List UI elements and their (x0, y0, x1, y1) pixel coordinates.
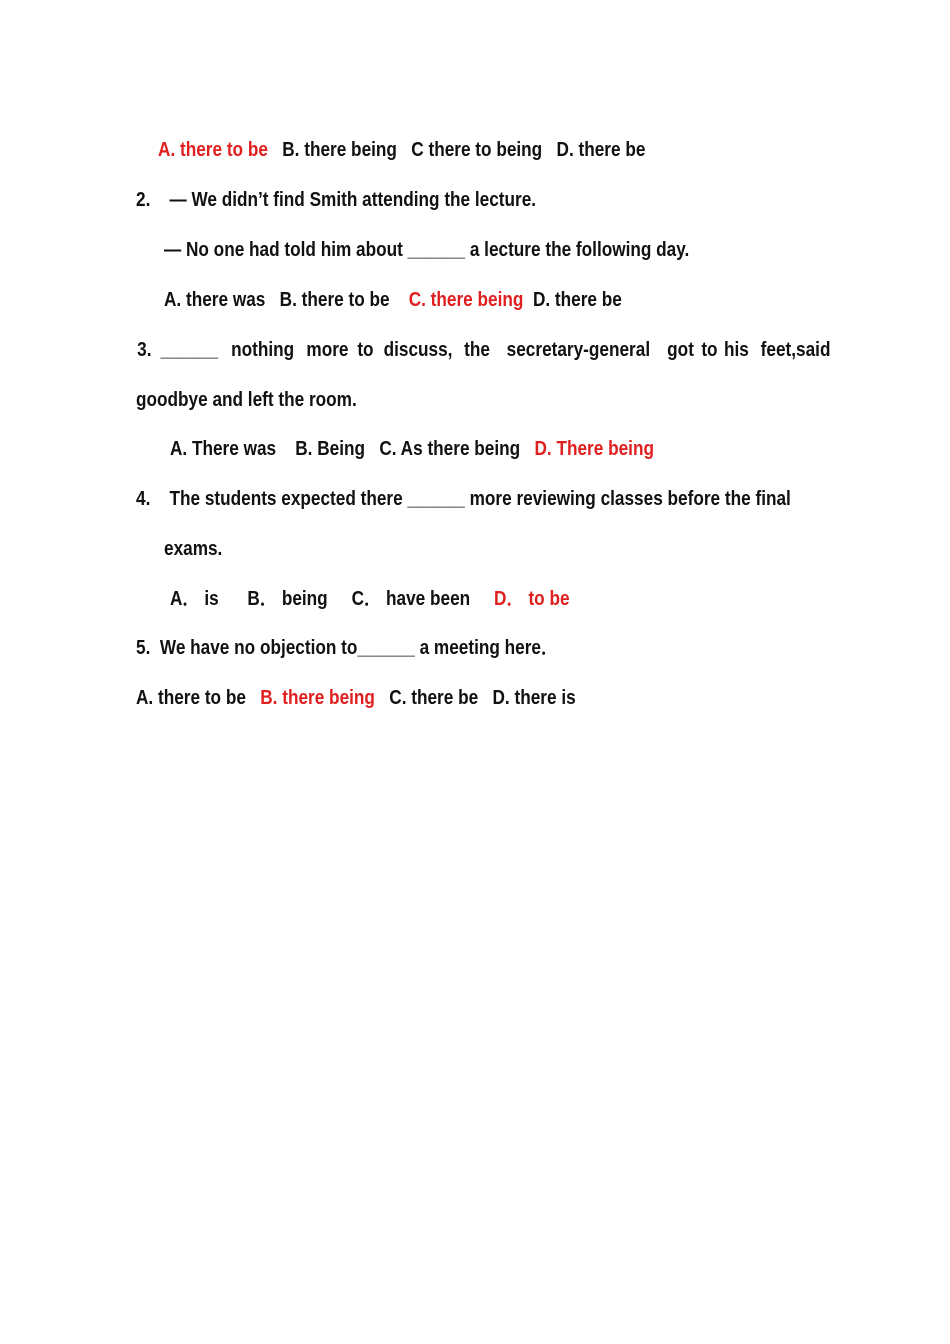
q3-word: feet,said (760, 339, 831, 361)
q2-line1: 2. — We didn’t find Smith attending the lecture. (136, 189, 537, 211)
q3-word: nothing (231, 339, 295, 361)
q5-line1: 5. We have no objection to______ a meeting here． (136, 637, 559, 659)
q2-option-d: D. there be (532, 289, 622, 311)
q1-options (158, 138, 645, 162)
q3-word: got (667, 339, 695, 361)
q2-line2: — No one had told him about ______ a lecture the following day. (164, 239, 690, 261)
q1-option-d: D. there be (556, 139, 646, 161)
q5-options (136, 686, 576, 710)
q3-option-d: D. There being (534, 438, 654, 460)
q3-word: to (701, 339, 718, 361)
q3-option-b: B. Being (295, 438, 366, 460)
q5-option-c: C. there be (389, 687, 479, 709)
q4-options (170, 587, 570, 611)
q2-options (164, 288, 622, 312)
q2-option-a: A. there was (164, 289, 266, 311)
q3-line1 (136, 338, 836, 362)
q1-option-b: B. there being (282, 139, 397, 161)
q3-word: secretary-general (506, 339, 651, 361)
q5-option-b: B. there being (260, 687, 375, 709)
q3-word: discuss, (383, 339, 453, 361)
q3-word: to (356, 339, 374, 361)
q3-word: the (463, 339, 490, 361)
q4-option-b: B． being (247, 588, 328, 610)
q4-option-c: C． have been (351, 588, 471, 610)
q3-word: more (306, 339, 349, 361)
q1-option-a: A. there to be (158, 139, 268, 161)
q3-option-c: C. As there being (379, 438, 521, 460)
q3-line2: goodbye and left the room. (136, 389, 357, 411)
q4-option-d: D． to be (494, 588, 570, 610)
q3-word: ______ (160, 339, 219, 361)
q4-option-a: A． is (170, 588, 219, 610)
q3-word: 3. (137, 339, 152, 361)
q3-word: his (724, 339, 750, 361)
q3-option-a: A. There was (170, 438, 277, 460)
q4-line1: 4. The students expected there ______ more reviewing classes before the final (136, 488, 791, 510)
q2-option-c: C. there being (408, 289, 524, 311)
q1-option-c: C there to being (411, 139, 543, 161)
q5-option-d: D. there is (492, 687, 576, 709)
q2-option-b: B. there to be (279, 289, 390, 311)
q4-line2: exams. (164, 538, 223, 560)
q5-option-a: A. there to be (136, 687, 246, 709)
q3-options (170, 437, 654, 461)
